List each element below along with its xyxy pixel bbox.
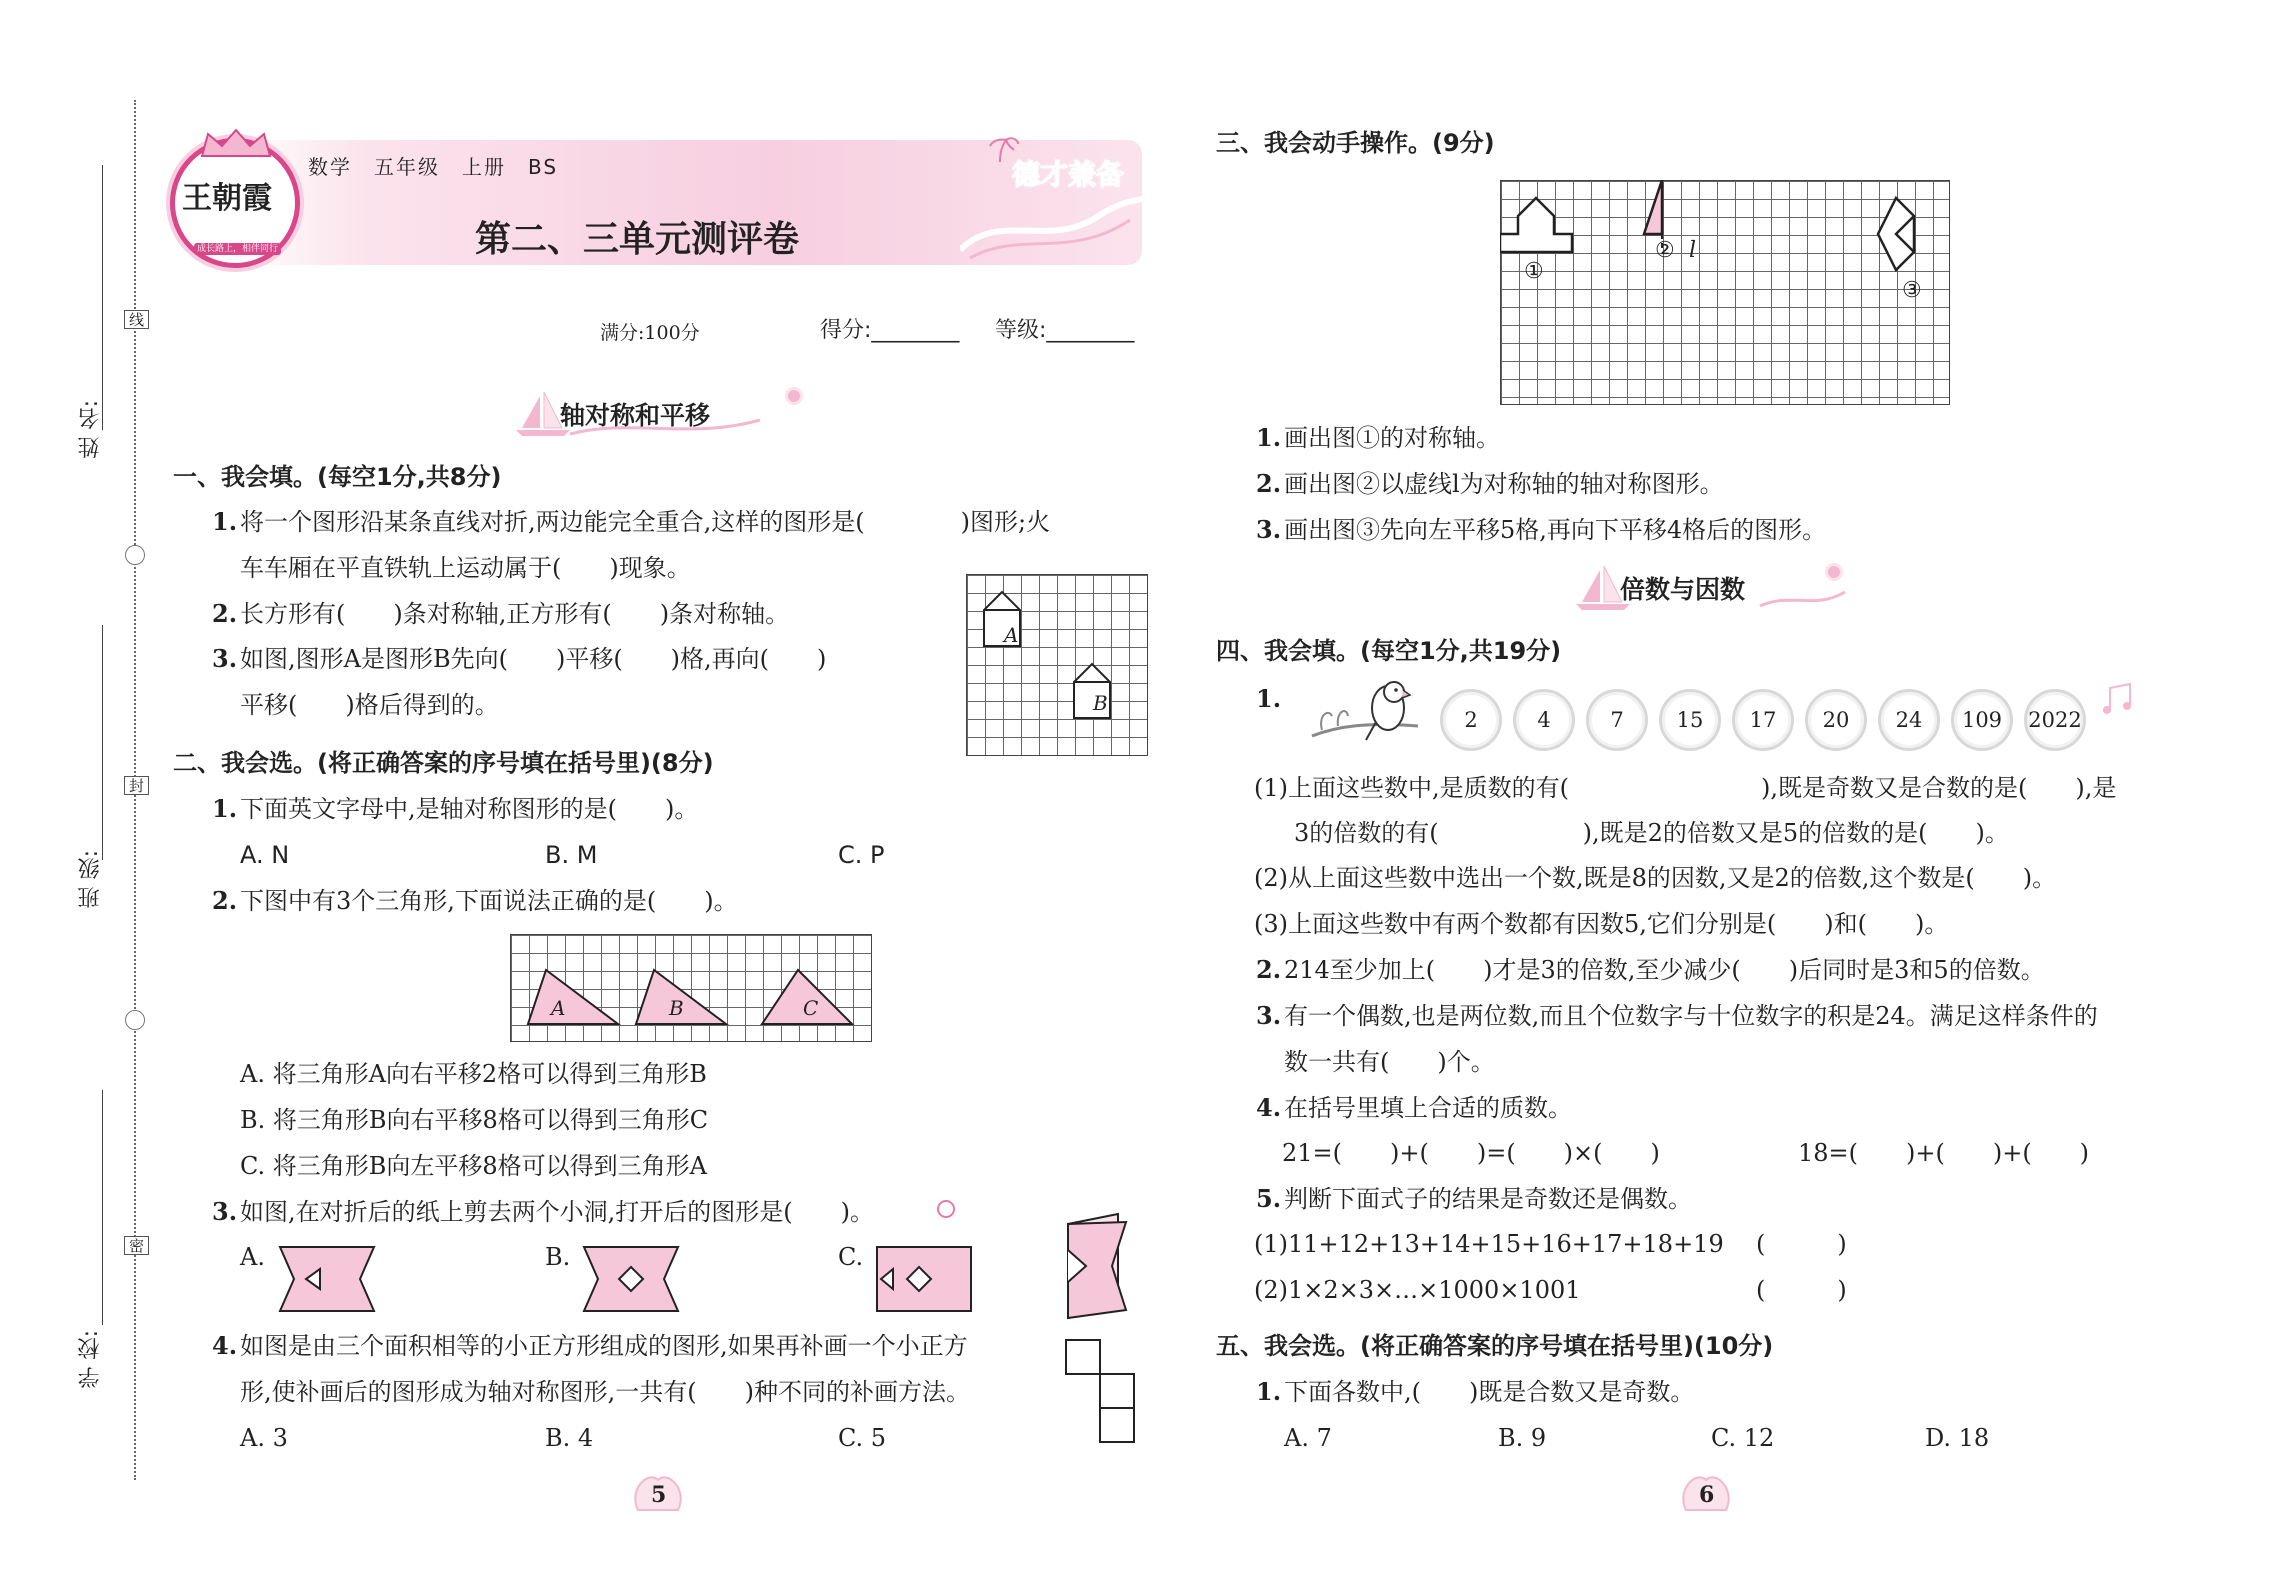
p4-q1-num: 1.	[1256, 684, 1282, 713]
cut-paper-option-b	[582, 1245, 680, 1313]
cut-paper-option-a	[278, 1245, 376, 1313]
p2-q2-num: 2.	[212, 886, 238, 915]
part5-heading: 五、我会选。(将正确答案的序号填在括号里)(10分)	[1216, 1332, 1774, 1360]
three-squares-figure	[1064, 1338, 1140, 1452]
p2-q4-opt-c: C. 5	[838, 1424, 887, 1452]
brand-name: 王朝霞	[182, 181, 272, 216]
p4-q5-b: (2)1×2×3×…×1000×1001	[1254, 1276, 1581, 1304]
house-label-b: B	[1093, 691, 1108, 715]
p4-q4-eq2: 18=( )+( )+( )	[1798, 1139, 2090, 1167]
score-label: 得分:________	[820, 318, 960, 343]
p2-q4-opt-a: A. 3	[240, 1424, 288, 1452]
binding-school-label: 学 校:	[78, 1330, 103, 1389]
p3-item3: 画出图③先向左平移5格,再向下平移4格后的图形。	[1284, 516, 1827, 544]
binding-hole-icon	[125, 545, 145, 565]
cut-paper-option-c	[875, 1245, 973, 1313]
p1-q3-line2: 平移( )格后得到的。	[240, 691, 499, 719]
number-circle: 7	[1586, 689, 1648, 751]
number-circle: 109	[1951, 689, 2013, 751]
p5-q1-opt-d: D. 18	[1925, 1424, 1990, 1452]
p5-q1-opt-c: C. 12	[1711, 1424, 1775, 1452]
p2-q1-opt-c: C. P	[838, 841, 885, 869]
triangle-label-c: C	[803, 996, 819, 1020]
binding-hole-icon	[125, 1010, 145, 1030]
fig-label-1: ①	[1524, 259, 1544, 284]
p3-item2-num: 2.	[1256, 469, 1282, 498]
p4-q3-num: 3.	[1256, 1001, 1282, 1030]
p1-q2: 长方形有( )条对称轴,正方形有( )条对称轴。	[240, 600, 790, 628]
p2-q4-line2: 形,使补画后的图形成为轴对称图形,一共有( )种不同的补画方法。	[240, 1378, 970, 1406]
part3-heading: 三、我会动手操作。(9分)	[1216, 129, 1495, 157]
palm-icon	[980, 134, 1020, 164]
sun-icon	[788, 390, 800, 402]
p5-q1-opt-a: A. 7	[1284, 1424, 1332, 1452]
seal-secret-label: 密	[124, 1236, 149, 1255]
binding-field-line-name	[102, 165, 103, 430]
sun-icon	[1828, 566, 1840, 578]
p1-q3-line1: 如图,图形A是图形B先向( )平移( )格,再向( )	[240, 645, 827, 673]
number-circle: 15	[1659, 689, 1721, 751]
p2-q3-num: 3.	[212, 1197, 238, 1226]
seal-line-label: 线	[124, 310, 149, 329]
header-wave-icon	[960, 190, 1150, 260]
subject-line: 数学 五年级 上册 BS	[308, 155, 559, 179]
badge-text: 德才兼备	[1012, 158, 1125, 191]
p2-q1-num: 1.	[212, 794, 238, 823]
p5-q1-num: 1.	[1256, 1377, 1282, 1406]
p2-q1: 下面英文字母中,是轴对称图形的是( )。	[240, 795, 699, 823]
fig-label-l: l	[1689, 238, 1697, 263]
music-note-icon	[2100, 680, 2140, 720]
folded-paper-figure	[1064, 1210, 1130, 1320]
p4-q5-b-blank: ( )	[1756, 1276, 1847, 1304]
p2-q2-opt-c: C. 将三角形B向左平移8格可以得到三角形A	[240, 1152, 708, 1180]
p2-q3-opt-b: B.	[545, 1243, 571, 1271]
full-marks: 满分:100分	[600, 322, 700, 344]
p2-q1-opt-b: B. M	[545, 841, 598, 869]
p1-q1-line1: 将一个图形沿某条直线对折,两边能完全重合,这样的图形是( )图形;火	[240, 508, 1051, 536]
binding-class-label: 班 级:	[78, 850, 103, 909]
p4-q2-num: 2.	[1256, 955, 1282, 984]
crown-icon	[198, 128, 274, 158]
p2-q2-opt-b: B. 将三角形B向右平移8格可以得到三角形C	[240, 1106, 709, 1134]
p4-q1-s3: (3)上面这些数中有两个数都有因数5,它们分别是( )和( )。	[1254, 910, 1949, 938]
p5-q1: 下面各数中,( )既是合数又是奇数。	[1284, 1378, 1695, 1406]
house-label-a: A	[1004, 623, 1019, 647]
number-circle: 20	[1805, 689, 1867, 751]
p2-q3: 如图,在对折后的纸上剪去两个小洞,打开后的图形是( )。	[240, 1198, 874, 1226]
part2-heading: 二、我会选。(将正确答案的序号填在括号里)(8分)	[173, 749, 714, 777]
p4-q3-line1: 有一个偶数,也是两位数,而且个位数字与十位数字的积是24。满足这样条件的	[1284, 1002, 2098, 1030]
grade-label: 等级:________	[995, 318, 1135, 343]
binding-name-label: 姓 名:	[78, 400, 103, 459]
p4-q5-a-blank: ( )	[1756, 1230, 1847, 1258]
p1-q1-line2: 车车厢在平直铁轨上运动属于( )现象。	[240, 554, 691, 582]
brand-slogan: 成长路上，相伴同行	[194, 243, 281, 255]
p4-q1-s1-line2: 3的倍数的有( ),既是2的倍数又是5的倍数的是( )。	[1294, 819, 2009, 847]
p2-q2: 下图中有3个三角形,下面说法正确的是( )。	[240, 887, 738, 915]
p4-q1-s1-line1: (1)上面这些数中,是质数的有( ),既是奇数又是合数的是( ),是	[1254, 774, 2117, 802]
number-circle: 17	[1732, 689, 1794, 751]
p2-q4-line1: 如图是由三个面积相等的小正方形组成的图形,如果再补画一个小正方	[240, 1332, 968, 1360]
p4-q3-line2: 数一共有( )个。	[1284, 1048, 1495, 1076]
house-figure-a	[966, 574, 1148, 756]
triangle-label-a: A	[551, 996, 566, 1020]
number-circle: 2022	[2024, 689, 2086, 751]
number-circle: 4	[1513, 689, 1575, 751]
section-banner-symmetry: 轴对称和平移	[560, 401, 711, 430]
p4-q5-num: 5.	[1256, 1184, 1282, 1213]
number-circle: 2	[1440, 689, 1502, 751]
p4-q4-eq1: 21=( )+( )=( )×( )	[1282, 1139, 1660, 1167]
p3-item1: 画出图①的对称轴。	[1284, 424, 1500, 452]
seal-seal-label: 封	[124, 776, 149, 795]
triangle-label-b: B	[669, 996, 684, 1020]
p4-q4-num: 4.	[1256, 1093, 1282, 1122]
p2-q3-opt-c: C.	[838, 1243, 864, 1271]
p4-q2: 214至少加上( )才是3的倍数,至少减少( )后同时是3和5的倍数。	[1284, 956, 2045, 984]
p1-q3-num: 3.	[212, 644, 238, 673]
p4-q4: 在括号里填上合适的质数。	[1284, 1094, 1572, 1122]
p2-q2-opt-a: A. 将三角形A向右平移2格可以得到三角形B	[240, 1060, 707, 1088]
scissors-icon	[937, 1200, 955, 1218]
triangle-figures	[510, 934, 872, 1042]
p1-q1-num: 1.	[212, 507, 238, 536]
p2-q1-opt-a: A. N	[240, 841, 290, 869]
part1-heading: 一、我会填。(每空1分,共8分)	[173, 463, 502, 491]
p4-q1-s2: (2)从上面这些数中选出一个数,既是8的因数,又是2的倍数,这个数是( )。	[1254, 864, 2057, 892]
operation-figures	[1500, 180, 1950, 405]
p4-q5-a: (1)11+12+13+14+15+16+17+18+19	[1254, 1230, 1724, 1258]
p2-q3-opt-a: A.	[240, 1243, 265, 1271]
p3-item2: 画出图②以虚线l为对称轴的轴对称图形。	[1284, 470, 1724, 498]
p2-q4-opt-b: B. 4	[545, 1424, 594, 1452]
fig-label-3: ③	[1902, 278, 1922, 303]
page-title: 第二、三单元测评卷	[475, 219, 800, 260]
binding-field-line-school	[102, 1090, 103, 1325]
p4-q5: 判断下面式子的结果是奇数还是偶数。	[1284, 1185, 1692, 1213]
number-circle: 24	[1878, 689, 1940, 751]
p3-item3-num: 3.	[1256, 515, 1282, 544]
p2-q4-num: 4.	[212, 1331, 238, 1360]
page-number-left: 5	[651, 1482, 667, 1508]
p3-item1-num: 1.	[1256, 423, 1282, 452]
fig-label-2: ②	[1655, 238, 1675, 263]
part4-heading: 四、我会填。(每空1分,共19分)	[1216, 637, 1562, 665]
p5-q1-opt-b: B. 9	[1498, 1424, 1547, 1452]
p1-q2-num: 2.	[212, 599, 238, 628]
section-banner-multiples: 倍数与因数	[1620, 575, 1746, 604]
parrot-icon	[1308, 676, 1438, 746]
binding-field-line-class	[102, 625, 103, 860]
page-number-right: 6	[1699, 1482, 1715, 1508]
